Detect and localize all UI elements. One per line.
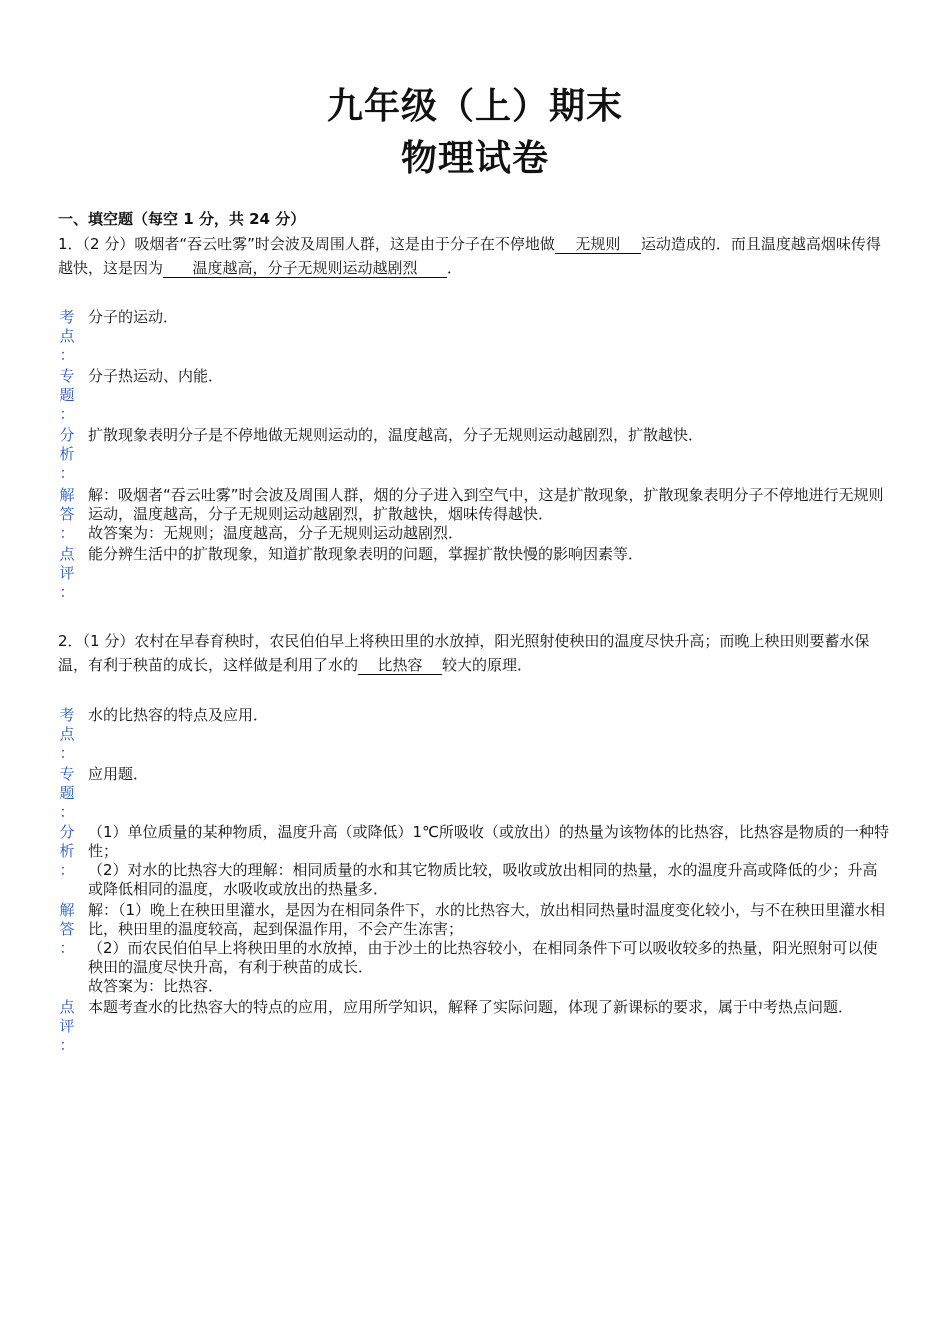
question-1-text-before: 吸烟者“吞云吐雾”时会波及周围人群，这是由于分子在不停地做 (134, 235, 555, 253)
exam-title-line1: 九年级（上）期末 (326, 86, 623, 127)
question-1-number: 1． (58, 235, 83, 253)
label-char: ： (59, 803, 75, 821)
q2-jieda-label (58, 901, 76, 958)
question-1-answer-blank-2: 温度越高，分子无规则运动越剧烈 (163, 259, 447, 278)
label-char: 析 (59, 842, 75, 860)
question-2-score: （1 分） (82, 632, 135, 650)
q2-zhuanti-label (58, 765, 76, 822)
label-char: 考 (59, 308, 75, 326)
q1-zhuanti-text: 分子热运动、内能． (88, 367, 224, 385)
q1-zhuanti-label (58, 367, 76, 424)
label-char: 点 (59, 998, 75, 1016)
section-heading: 一、填空题（每空 1 分，共 24 分） (58, 210, 306, 228)
label-char: ： (59, 405, 75, 423)
q1-dianping-label (58, 545, 76, 602)
question-1-text-end: ． (447, 259, 463, 277)
question-2-text-end: 较大的原理． (442, 656, 533, 674)
label-char: 分 (59, 823, 75, 841)
label-char: ： (59, 1036, 75, 1054)
label-char: 点 (59, 725, 75, 743)
q2-jieda-line1: 解：（1）晚上在秧田里灌水，是因为在相同条件下，水的比热容大，放出相同热量时温度变化较小，与不在秧田里灌水相比，秧田里的温度较高，起到保温作用，不会产生冻害； (88, 901, 886, 938)
label-char: ： (59, 583, 75, 601)
q1-jieda-line2: 故答案为：无规则；温度越高，分子无规则运动越剧烈． (88, 524, 464, 542)
question-2-text-before: 农村在早春育秧时，农民伯伯早上将秧田里的水放掉，阳光照射使秧田的温度尽快升高；而晚上秧田则要蓄水保温，有利于秧苗的成长，这样做是利用了水的 (58, 632, 870, 674)
q1-fenxi-text: 扩散现象表明分子是不停地做无规则运动的，温度越高，分子无规则运动越剧烈，扩散越快． (88, 426, 704, 444)
q1-kaodian-label (58, 308, 76, 365)
label-char: 评 (59, 1017, 75, 1035)
q2-jieda-text (88, 901, 892, 996)
question-2-number: 2． (58, 632, 83, 650)
label-char: 答 (59, 505, 75, 523)
exam-title-line2: 物理试卷 (400, 138, 549, 179)
q2-jieda-line3: 故答案为：比热容． (88, 977, 224, 995)
q1-kaodian-text: 分子的运动． (88, 308, 179, 326)
label-char: ： (59, 524, 75, 542)
q1-dianping-text: 能分辨生活中的扩散现象，知道扩散现象表明的问题，掌握扩散快慢的影响因素等． (88, 545, 644, 563)
q2-kaodian-text: 水的比热容的特点及应用． (88, 706, 269, 724)
label-char: 评 (59, 564, 75, 582)
q2-dianping-label (58, 998, 76, 1055)
label-char: 析 (59, 445, 75, 463)
label-char: 题 (59, 386, 75, 404)
question-1-text-middle: 运动造成的．而且温度越高烟味传得越快，这是因为 (58, 235, 881, 277)
label-char: 考 (59, 706, 75, 724)
q2-jieda-line2: （2）而农民伯伯早上将秧田里的水放掉，由于沙土的比热容较小，在相同条件下可以吸收较多的热量，阳光照射可以使秧田的温度尽快升高，有利于秧苗的成长． (88, 939, 878, 976)
question-1 (58, 232, 888, 280)
label-char: 分 (59, 426, 75, 444)
q2-fenxi-text (88, 823, 892, 899)
q2-kaodian-label (58, 706, 76, 763)
q1-fenxi-label (58, 426, 76, 483)
q2-dianping-text: 本题考查水的比热容大的特点的应用，应用所学知识，解释了实际问题，体现了新课标的要求，属于中考热点问题． (88, 998, 854, 1016)
q1-jieda-text (88, 486, 892, 543)
label-char: 解 (59, 901, 75, 919)
q1-jieda-label (58, 486, 76, 543)
label-char: 专 (59, 367, 75, 385)
label-char: ： (59, 464, 75, 482)
label-char: ： (59, 744, 75, 762)
q1-jieda-line1: 解：吸烟者“吞云吐雾”时会波及周围人群，烟的分子进入到空气中，这是扩散现象，扩散现象表明分子不停地进行无规则运动，温度越高，分子无规则运动越剧烈，扩散越快，烟味传得越快． (88, 486, 884, 523)
label-char: 专 (59, 765, 75, 783)
label-char: 题 (59, 784, 75, 802)
label-char: 答 (59, 920, 75, 938)
q2-fenxi-line2: （2）对水的比热容大的理解：相同质量的水和其它物质比较，吸收或放出相同的热量，水的温度升高或降低的少；升高或降低相同的温度，水吸收或放出的热量多． (88, 861, 878, 898)
label-char: ： (59, 939, 75, 957)
question-2-answer-blank-1: 比热容 (358, 656, 442, 675)
q2-fenxi-label (58, 823, 76, 880)
label-char: 点 (59, 327, 75, 345)
question-1-answer-blank-1: 无规则 (555, 235, 641, 254)
q2-fenxi-line1: （1）单位质量的某种物质，温度升高（或降低）1℃所吸收（或放出）的热量为该物体的比热容，比热容是物质的一种特性； (88, 823, 889, 860)
question-2 (58, 629, 888, 677)
label-char: ： (59, 346, 75, 364)
label-char: 点 (59, 545, 75, 563)
label-char: 解 (59, 486, 75, 504)
label-char: ： (59, 861, 75, 879)
q2-zhuanti-text: 应用题． (88, 765, 149, 783)
question-1-score: （2 分） (82, 235, 135, 253)
